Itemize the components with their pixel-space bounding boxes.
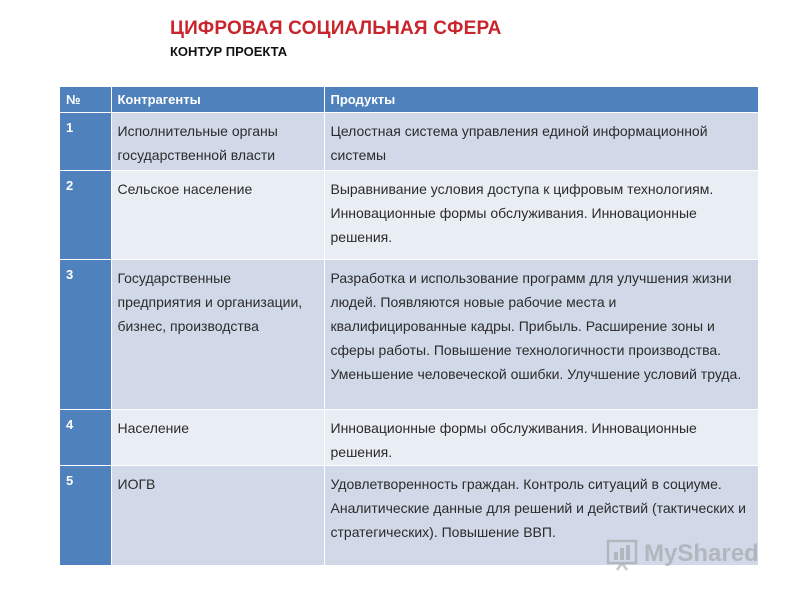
watermark bbox=[606, 537, 766, 573]
row-contractor: Сельское население bbox=[111, 171, 324, 260]
row-number: 5 bbox=[60, 466, 111, 566]
watermark-text: MyShared bbox=[644, 540, 759, 567]
row-number: 4 bbox=[60, 410, 111, 466]
row-product: Инновационные формы обслуживания. Инновационные решения. bbox=[324, 410, 758, 466]
row-product: Выравнивание условия доступа к цифровым технологиям. Инновационные формы обслуживания. Инновационные решения. bbox=[324, 171, 758, 260]
table-row bbox=[60, 171, 758, 260]
column-header-number: № bbox=[60, 87, 111, 113]
row-product: Целостная система управления единой информационной системы bbox=[324, 113, 758, 171]
row-product: Разработка и использование программ для улучшения жизни людей. Появляются новые рабочие места и квалифицированные кадры. Прибыль. Расширение зоны и сферы работы. Повышение технологичности производства. Уменьшение человеческой ошибки. Улучшение условий труда. bbox=[324, 260, 758, 410]
table-row bbox=[60, 113, 758, 171]
row-product: Удовлетворенность граждан. Контроль ситуаций в социуме. Аналитические данные для решений и действий (тактических и стратегических). Повышение ВВП. bbox=[324, 466, 758, 566]
table-row bbox=[60, 410, 758, 466]
bar-chart-icon bbox=[606, 537, 640, 571]
row-number: 1 bbox=[60, 113, 111, 171]
row-contractor: Население bbox=[111, 410, 324, 466]
row-contractor: Исполнительные органы государственной власти bbox=[111, 113, 324, 171]
column-header-products: Продукты bbox=[324, 87, 758, 113]
row-number: 2 bbox=[60, 171, 111, 260]
table-header-row bbox=[60, 87, 758, 113]
row-contractor: Государственные предприятия и организации, бизнес, производства bbox=[111, 260, 324, 410]
page-subtitle: КОНТУР ПРОЕКТА bbox=[170, 44, 288, 59]
table-row bbox=[60, 260, 758, 410]
row-number: 3 bbox=[60, 260, 111, 410]
page-title: ЦИФРОВАЯ СОЦИАЛЬНАЯ СФЕРА bbox=[170, 18, 502, 39]
contractors-table bbox=[60, 87, 759, 566]
row-contractor: ИОГВ bbox=[111, 466, 324, 566]
column-header-contractors: Контрагенты bbox=[111, 87, 324, 113]
